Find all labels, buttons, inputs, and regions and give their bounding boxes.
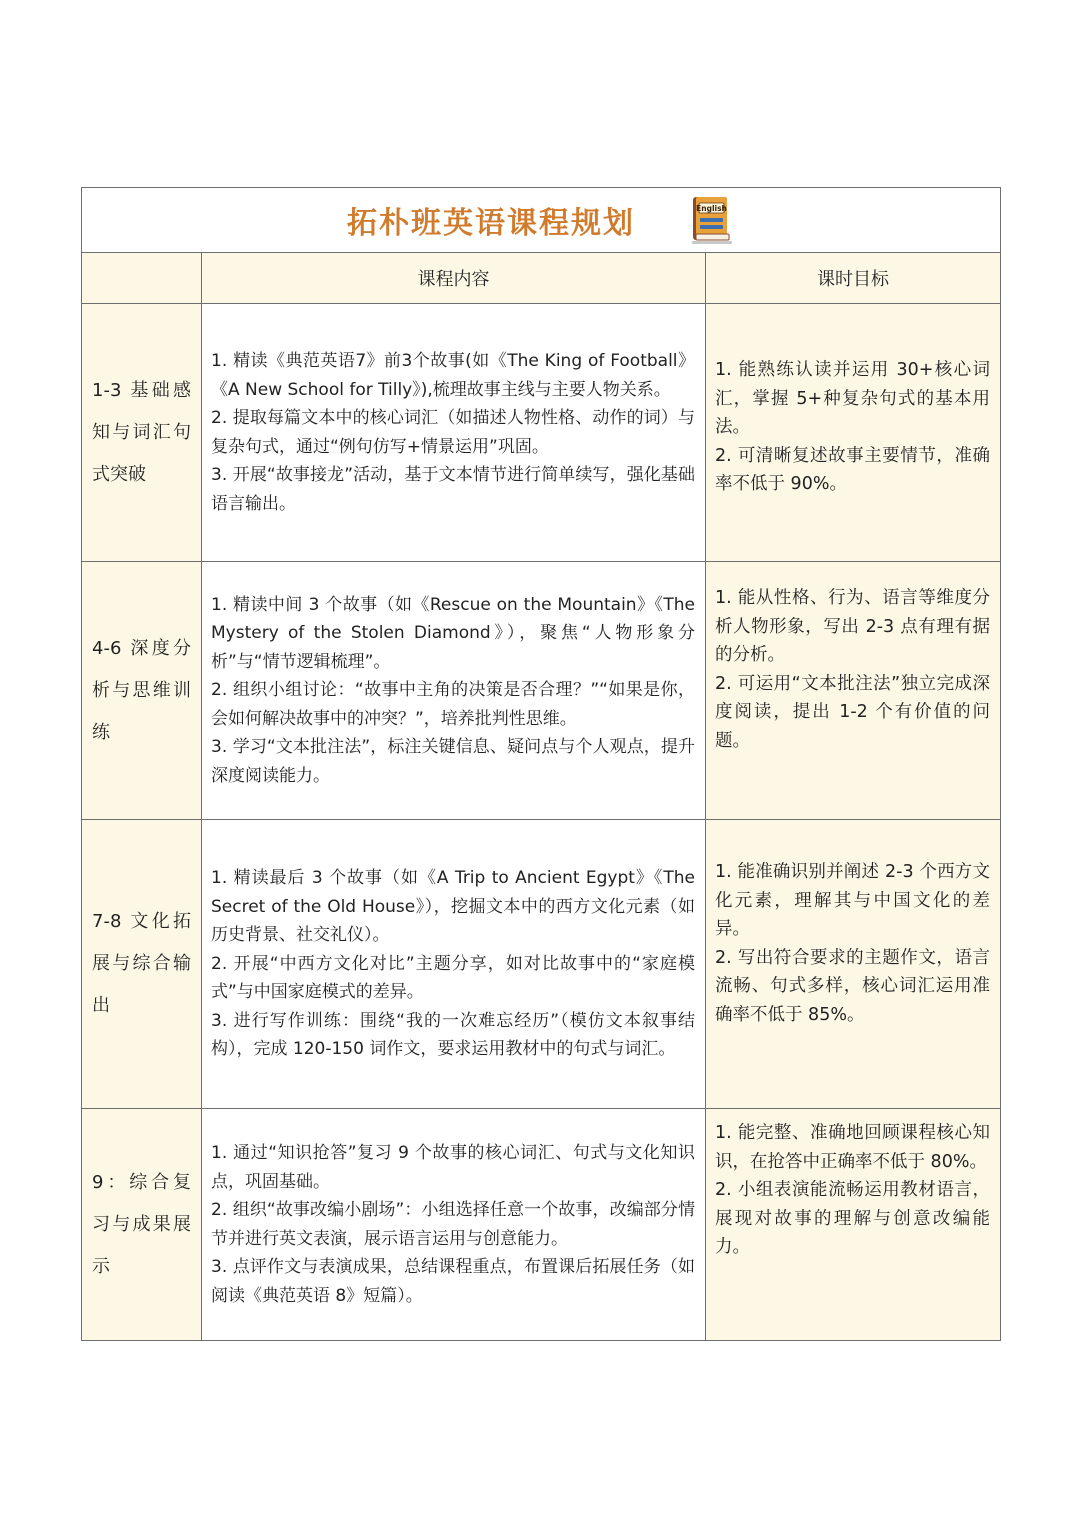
list-item: 3. 点评作文与表演成果，总结课程重点，布置课后拓展任务（如阅读《典范英语 8》短篇）。 — [211, 1257, 695, 1306]
list-item: 1. 精读最后 3 个故事（如《A Trip to Ancient Egypt》《The Secret of the Old House》），挖掘文本中的西方文化元素（如历史背景、社交礼仪）。 — [211, 868, 695, 946]
book-icon-label: English — [696, 204, 727, 213]
english-book-icon — [689, 194, 735, 246]
stage-label: 1-3 基础感知与词汇句式突破 — [92, 379, 191, 485]
list-item: 3. 开展“故事接龙”活动，基于文本情节进行简单续写，强化基础语言输出。 — [211, 465, 695, 514]
list-item: 2. 可清晰复述故事主要情节，准确率不低于 90%。 — [715, 445, 991, 494]
list-item: 1. 能完整、准确地回顾课程核心知识，在抢答中正确率不低于 80%。 — [715, 1123, 991, 1172]
header-stage — [82, 253, 202, 304]
content-list — [202, 347, 705, 518]
stage-label: 4-6 深度分析与思维训练 — [92, 637, 191, 743]
content-list — [202, 864, 705, 1064]
goal-list — [706, 356, 1000, 499]
page-title: 拓朴班英语课程规划 — [347, 206, 636, 241]
table-row — [82, 562, 1001, 820]
header-goal: 课时目标 — [706, 253, 1001, 304]
list-item: 2. 组织“故事改编小剧场”：小组选择任意一个故事，改编部分情节并进行英文表演，展示语言运用与创意能力。 — [211, 1200, 695, 1249]
list-item: 1. 精读中间 3 个故事（如《Rescue on the Mountain》《The Mystery of the Stolen Diamond》），聚焦“人物形象分析”与“情节逻辑梳理”。 — [211, 594, 695, 672]
table-row — [82, 820, 1001, 1109]
list-item: 1. 精读《典范英语7》前3个故事(如《The King of Football》《A New School for Tilly》),梳理故事主线与主要人物关系。 — [211, 351, 695, 400]
header-row — [82, 253, 1001, 304]
list-item: 1. 能准确识别并阐述 2-3 个西方文化元素，理解其与中国文化的差异。 — [715, 862, 991, 939]
list-item: 3. 学习“文本批注法”，标注关键信息、疑问点与个人观点，提升深度阅读能力。 — [211, 737, 695, 786]
goal-list — [706, 858, 1000, 1029]
list-item: 2. 提取每篇文本中的核心词汇（如描述人物性格、动作的词）与复杂句式，通过“例句仿写+情景运用”巩固。 — [211, 408, 695, 457]
list-item: 1. 通过“知识抢答”复习 9 个故事的核心词汇、句式与文化知识点，巩固基础。 — [211, 1143, 695, 1192]
stage-label: 7-8 文化拓展与综合输出 — [92, 911, 191, 1016]
list-item: 2. 开展“中西方文化对比”主题分享，如对比故事中的“家庭模式”与中国家庭模式的差异。 — [211, 953, 695, 1003]
list-item: 2. 可运用“文本批注法”独立完成深度阅读，提出 1-2 个有价值的问题。 — [715, 673, 991, 751]
course-plan-table — [81, 187, 1001, 1341]
goal-list — [706, 584, 1000, 755]
goal-list — [706, 1119, 1000, 1262]
list-item: 3. 进行写作训练：围绕“我的一次难忘经历”（模仿文本叙事结构），完成 120-150 词作文，要求运用教材中的句式与词汇。 — [211, 1010, 695, 1060]
list-item: 2. 写出符合要求的主题作文，语言流畅、句式多样，核心词汇运用准确率不低于 85%。 — [715, 947, 991, 1025]
table-row — [82, 1109, 1001, 1341]
list-item: 1. 能从性格、行为、语言等维度分析人物形象，写出 2-3 点有理有据的分析。 — [715, 588, 991, 665]
header-content: 课程内容 — [202, 253, 706, 304]
table-row — [82, 304, 1001, 562]
list-item: 1. 能熟练认读并运用 30+核心词汇，掌握 5+种复杂句式的基本用法。 — [715, 360, 991, 437]
content-list — [202, 1139, 705, 1310]
list-item: 2. 组织小组讨论：“故事中主角的决策是否合理？”“如果是你，会如何解决故事中的冲突？”，培养批判性思维。 — [211, 680, 695, 729]
list-item: 2. 小组表演能流畅运用教材语言，展现对故事的理解与创意改编能力。 — [715, 1180, 991, 1257]
stage-label: 9：综合复习与成果展示 — [92, 1171, 191, 1277]
content-list — [202, 591, 705, 791]
title-cell — [82, 188, 1001, 253]
